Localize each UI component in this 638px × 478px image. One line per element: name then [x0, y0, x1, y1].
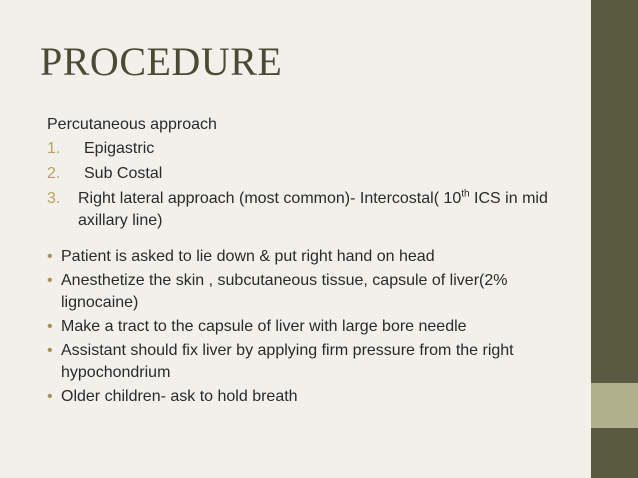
list-item-text: Sub Costal: [84, 165, 163, 182]
bullet-item: [47, 316, 577, 338]
text-part: ICS in mid axillary line): [78, 190, 548, 229]
bullet-item: [47, 386, 577, 408]
numbered-item: [47, 188, 577, 232]
sidebar-accent-band: [591, 383, 638, 428]
bullet-icon: •: [47, 318, 53, 335]
bullet-text: Older children- ask to hold breath: [61, 388, 298, 405]
bullet-icon: •: [47, 388, 53, 405]
text-part: Right lateral approach (most common)- Intercostal( 10: [78, 190, 462, 207]
list-number: 2.: [47, 165, 61, 182]
bullet-list: [47, 246, 577, 408]
bullet-text: Assistant should fix liver by applying firm pressure from the right hypochondrium: [61, 342, 514, 381]
list-item-text: [78, 188, 577, 232]
list-number: 1.: [47, 140, 61, 157]
slide-body: [47, 114, 577, 410]
sidebar-band-bottom: [591, 428, 638, 478]
bullet-icon: •: [47, 342, 53, 359]
bullet-text: Make a tract to the capsule of liver with large bore needle: [61, 318, 467, 335]
superscript: th: [461, 188, 470, 200]
bullet-item: [47, 270, 577, 314]
bullet-icon: •: [47, 272, 53, 289]
bullet-text: Anesthetize the skin , subcutaneous tissue, capsule of liver(2% lignocaine): [61, 272, 508, 311]
bullet-item: [47, 246, 577, 268]
bullet-text: Patient is asked to lie down & put right hand on head: [61, 248, 435, 265]
subheading: Percutaneous approach: [47, 116, 217, 133]
numbered-item: [47, 163, 577, 185]
numbered-list: [47, 138, 577, 232]
bullet-icon: •: [47, 248, 53, 265]
numbered-item: [47, 138, 577, 160]
slide-title: PROCEDURE: [40, 39, 283, 84]
sidebar-band-top: [591, 0, 638, 383]
list-number: 3.: [47, 190, 61, 207]
list-item-text: Epigastric: [84, 140, 155, 157]
bullet-item: [47, 340, 577, 384]
